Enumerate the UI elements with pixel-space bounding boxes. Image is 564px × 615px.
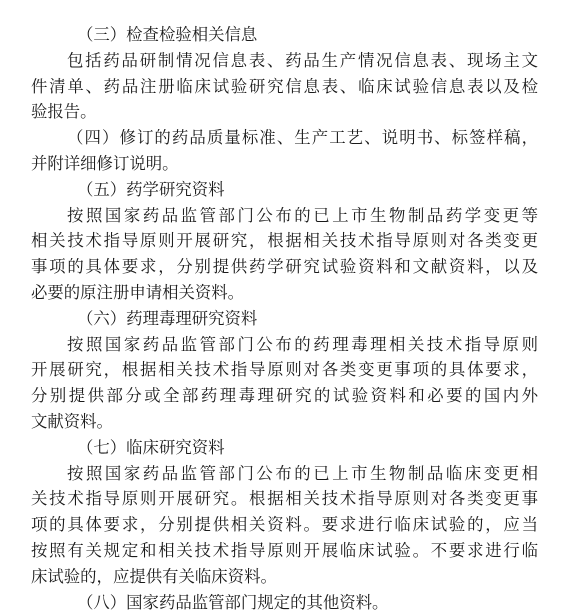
- section-heading-8: （八）国家药品监管部门规定的其他资料。: [77, 592, 389, 612]
- section-heading-4: （四）修订的药品质量标准、生产工艺、说明书、标签样稿，: [67, 128, 538, 148]
- section-heading-7: （七）临床研究资料: [77, 437, 225, 457]
- paragraph-line: 事项的具体要求，分别提供药学研究试验资料和文献资料，以及: [31, 257, 538, 277]
- paragraph-line: 相关技术指导原则开展研究，根据相关技术指导原则对各类变更: [31, 231, 538, 251]
- section-heading-6: （六）药理毒理研究资料: [77, 308, 258, 328]
- paragraph-line: 床试验的，应提供有关临床资料。: [31, 566, 277, 586]
- paragraph-line: 按照国家药品监管部门公布的已上市生物制品药学变更等: [67, 205, 538, 225]
- paragraph-line: 项的具体要求，分别提供相关资料。要求进行临床试验的，应当: [31, 515, 538, 535]
- paragraph-line: 验报告。: [31, 102, 97, 122]
- paragraph-line: 开展研究，根据相关技术指导原则对各类变更事项的具体要求，: [31, 360, 538, 380]
- paragraph-line: 文献资料。: [31, 411, 113, 431]
- paragraph-line: 必要的原注册申请相关资料。: [31, 282, 245, 302]
- section-heading-3: （三）检查检验相关信息: [77, 25, 258, 44]
- paragraph-line: 按照国家药品监管部门公布的已上市生物制品临床变更相: [67, 463, 538, 483]
- paragraph-line: 分别提供部分或全部药理毒理研究的试验资料和必要的国内外: [31, 386, 538, 406]
- paragraph-line: 按照有关规定和相关技术指导原则开展临床试验。不要求进行临: [31, 540, 538, 560]
- section-heading-4-continued: 并附详细修订说明。: [31, 153, 179, 173]
- paragraph-line: 关技术指导原则开展研究。根据相关技术指导原则对各类变更事: [31, 489, 538, 509]
- paragraph-line: 按照国家药品监管部门公布的药理毒理相关技术指导原则: [67, 334, 538, 354]
- section-heading-5: （五）药学研究资料: [77, 179, 225, 199]
- paragraph-line: 件清单、药品注册临床试验研究信息表、临床试验信息表以及检: [31, 76, 538, 96]
- paragraph-line: 包括药品研制情况信息表、药品生产情况信息表、现场主文: [67, 50, 538, 70]
